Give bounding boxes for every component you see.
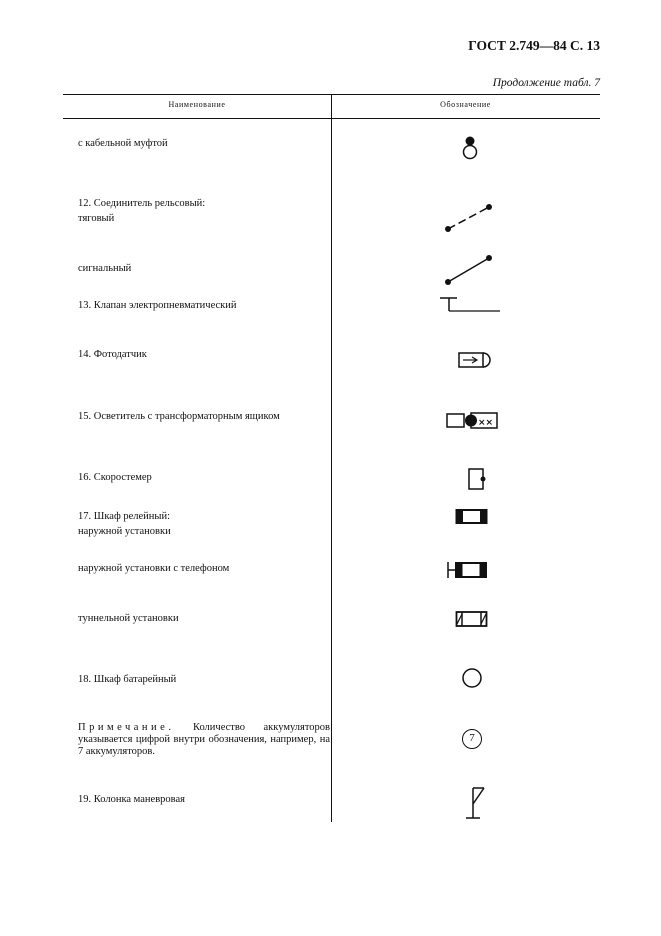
column-header-designation: Обозначение — [440, 100, 491, 109]
valve-symbol — [439, 296, 501, 314]
row-text-cable-sleeve: с кабельной муфтой — [78, 138, 168, 149]
row-text-traction: тяговый — [78, 213, 115, 224]
illuminator-symbol — [446, 410, 502, 432]
speedometer-symbol — [466, 466, 490, 492]
note-text: Количество аккумуляторов указывается цифрой внутри обозначения, например, на 7 аккумуляторов. — [78, 722, 330, 757]
row-text-valve: 13. Клапан электропневматический — [78, 300, 237, 311]
battery-cabinet-symbol — [460, 666, 484, 690]
relay-cabinet-phone-symbol — [446, 559, 490, 581]
row-text-rail-connector: 12. Соединитель рельсовый: — [78, 198, 206, 209]
column-header-name: Наименование — [168, 100, 226, 109]
signal-connector-symbol — [443, 252, 495, 286]
row-text-signal: сигнальный — [78, 263, 132, 274]
row-text-illuminator: 15. Осветитель с трансформаторным ящиком — [78, 411, 280, 422]
shunting-column-symbol — [462, 784, 488, 824]
row-text-shunting-column: 19. Колонка маневровая — [78, 794, 185, 805]
battery-count-symbol — [462, 729, 482, 749]
note-paragraph — [78, 722, 330, 758]
relay-cabinet-tunnel-symbol — [455, 609, 489, 629]
table-column-divider — [331, 95, 332, 822]
row-text-relay-cabinet: 17. Шкаф релейный: — [78, 511, 171, 522]
row-text-speedometer: 16. Скоростемер — [78, 472, 152, 483]
photosensor-symbol — [458, 351, 494, 371]
row-text-battery-cabinet: 18. Шкаф батарейный — [78, 674, 177, 685]
cable-sleeve-symbol — [459, 135, 481, 161]
row-text-tunnel: туннельной установки — [78, 613, 179, 624]
battery-count-digit: 7 — [469, 732, 475, 744]
table-continuation-caption: Продолжение табл. 7 — [492, 77, 600, 89]
row-text-outdoor-phone: наружной установки с телефоном — [78, 563, 230, 574]
svg-text:××: ×× — [478, 418, 494, 428]
traction-connector-symbol — [443, 200, 495, 234]
row-text-outdoor: наружной установки — [78, 526, 171, 537]
relay-cabinet-symbol — [455, 508, 489, 526]
note-label: Примечание. — [78, 722, 175, 733]
row-text-photosensor: 14. Фотодатчик — [78, 349, 147, 360]
page-header: ГОСТ 2.749—84 С. 13 — [468, 38, 600, 53]
